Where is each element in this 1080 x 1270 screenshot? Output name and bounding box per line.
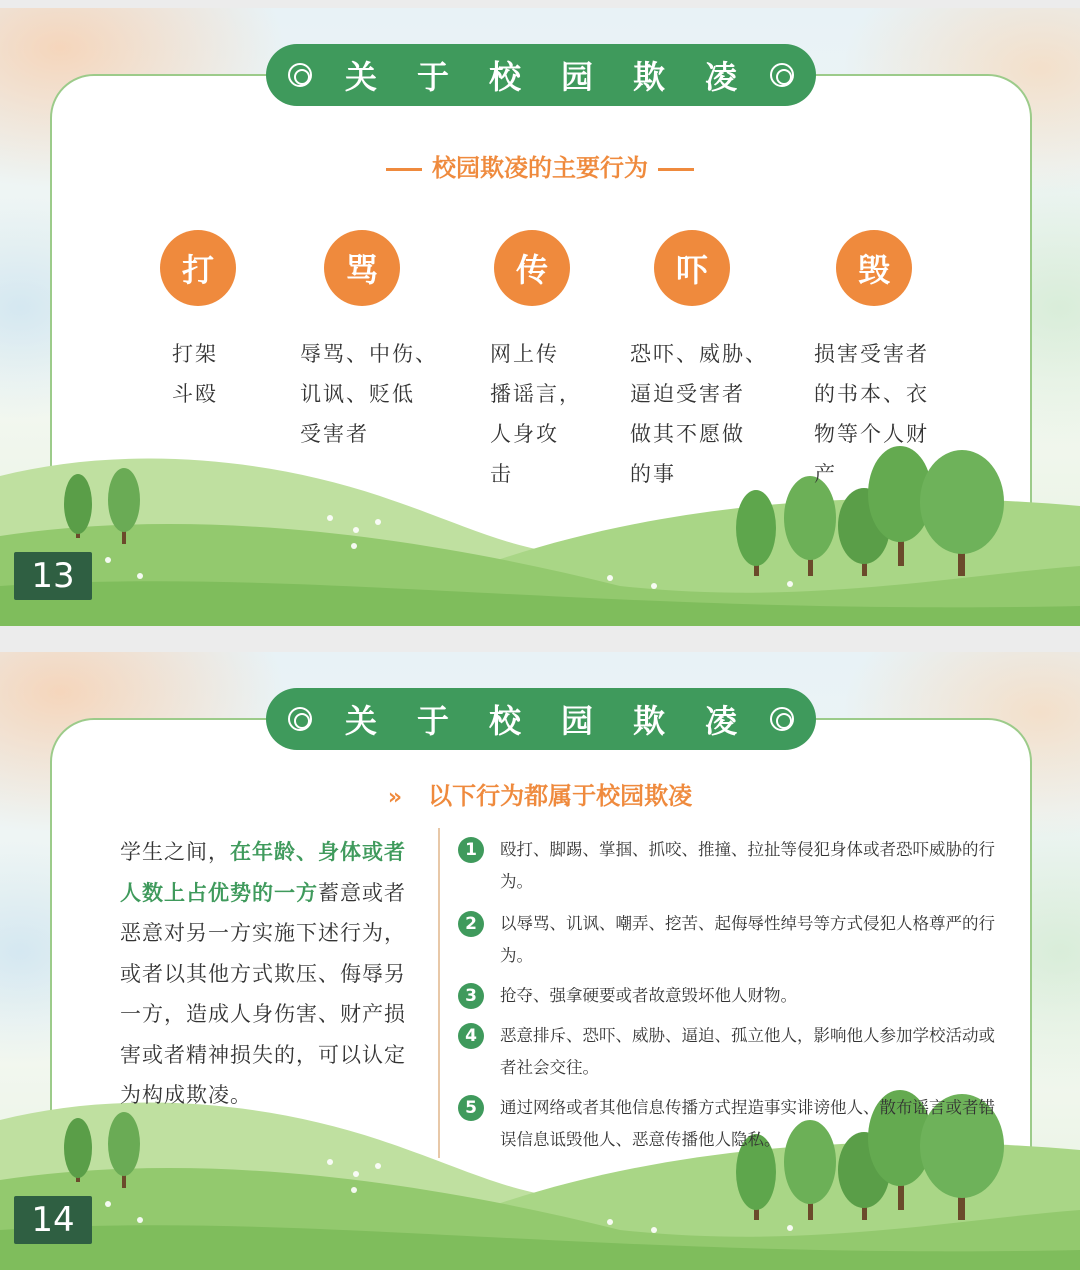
behavior-char-badge: 吓	[654, 230, 730, 306]
rule-item: 4 恶意排斥、恐吓、威胁、逼迫、孤立他人，影响他人参加学校活动或者社会交往。	[458, 1020, 998, 1084]
ring-ornament-icon	[770, 707, 794, 731]
number-badge: 5	[458, 1095, 484, 1121]
ring-ornament-icon	[770, 63, 794, 87]
number-badge: 2	[458, 911, 484, 937]
rule-item: 1 殴打、脚踢、掌掴、抓咬、推撞、拉扯等侵犯身体或者恐吓威胁的行为。	[458, 834, 998, 898]
dash-decoration	[386, 168, 422, 171]
ring-ornament-icon	[288, 707, 312, 731]
behavior-desc: 辱骂、中伤、 讥讽、贬低 受害者	[300, 342, 438, 446]
rule-item: 2 以辱骂、讥讽、嘲弄、挖苦、起侮辱性绰号等方式侵犯人格尊严的行为。	[458, 908, 998, 972]
dash-decoration	[658, 168, 694, 171]
behavior-char-badge: 传	[494, 230, 570, 306]
behavior-intimidate	[630, 230, 768, 486]
number-badge: 3	[458, 983, 484, 1009]
behavior-destroy	[814, 230, 929, 486]
definition-highlight: 在年龄、身体或者人数上占优势的一方	[120, 840, 406, 905]
behavior-scold	[300, 230, 438, 446]
section-subtitle	[0, 776, 1080, 811]
behavior-char-badge: 骂	[324, 230, 400, 306]
behavior-desc: 恐吓、威胁、 逼迫受害者 做其不愿做 的事	[630, 342, 768, 486]
subtitle-text: 校园欺凌的主要行为	[432, 154, 648, 182]
number-badge: 1	[458, 837, 484, 863]
slide-title: 关于校园欺凌	[344, 58, 777, 96]
divider-line	[438, 828, 440, 1158]
behavior-char-badge: 毁	[836, 230, 912, 306]
page-number: 14	[14, 1196, 92, 1244]
behavior-hit	[160, 230, 236, 406]
subtitle-text: 以下行为都属于校园欺凌	[428, 782, 693, 810]
behavior-char-badge: 打	[160, 230, 236, 306]
title-banner	[266, 688, 816, 750]
rule-item: 5 通过网络或者其他信息传播方式捏造事实诽谤他人、散布谣言或者错误信息诋毁他人、恶意传播他人隐私。	[458, 1092, 998, 1156]
ring-ornament-icon	[288, 63, 312, 87]
double-chevron-icon: »	[387, 785, 403, 810]
rule-item: 3 抢夺、强拿硬要或者故意毁坏他人财物。	[458, 980, 797, 1012]
behavior-spread	[490, 230, 582, 486]
page-number: 13	[14, 552, 92, 600]
behavior-desc: 网上传 播谣言， 人身攻 击	[490, 342, 582, 486]
slide-14	[0, 652, 1080, 1270]
number-badge: 4	[458, 1023, 484, 1049]
section-subtitle	[0, 148, 1080, 183]
definition-paragraph: 学生之间，在年龄、身体或者人数上占优势的一方蓄意或者恶意对另一方实施下述行为，或者以其他方式欺压、侮辱另一方，造成人身伤害、财产损害或者精神损失的，可以认定为构成欺凌。	[120, 840, 406, 1107]
slide-title: 关于校园欺凌	[344, 702, 777, 740]
behavior-desc: 损害受害者 的书本、衣 物等个人财 产	[814, 342, 929, 486]
title-banner	[266, 44, 816, 106]
behavior-desc: 打架 斗殴	[172, 342, 218, 406]
slide-13	[0, 8, 1080, 626]
